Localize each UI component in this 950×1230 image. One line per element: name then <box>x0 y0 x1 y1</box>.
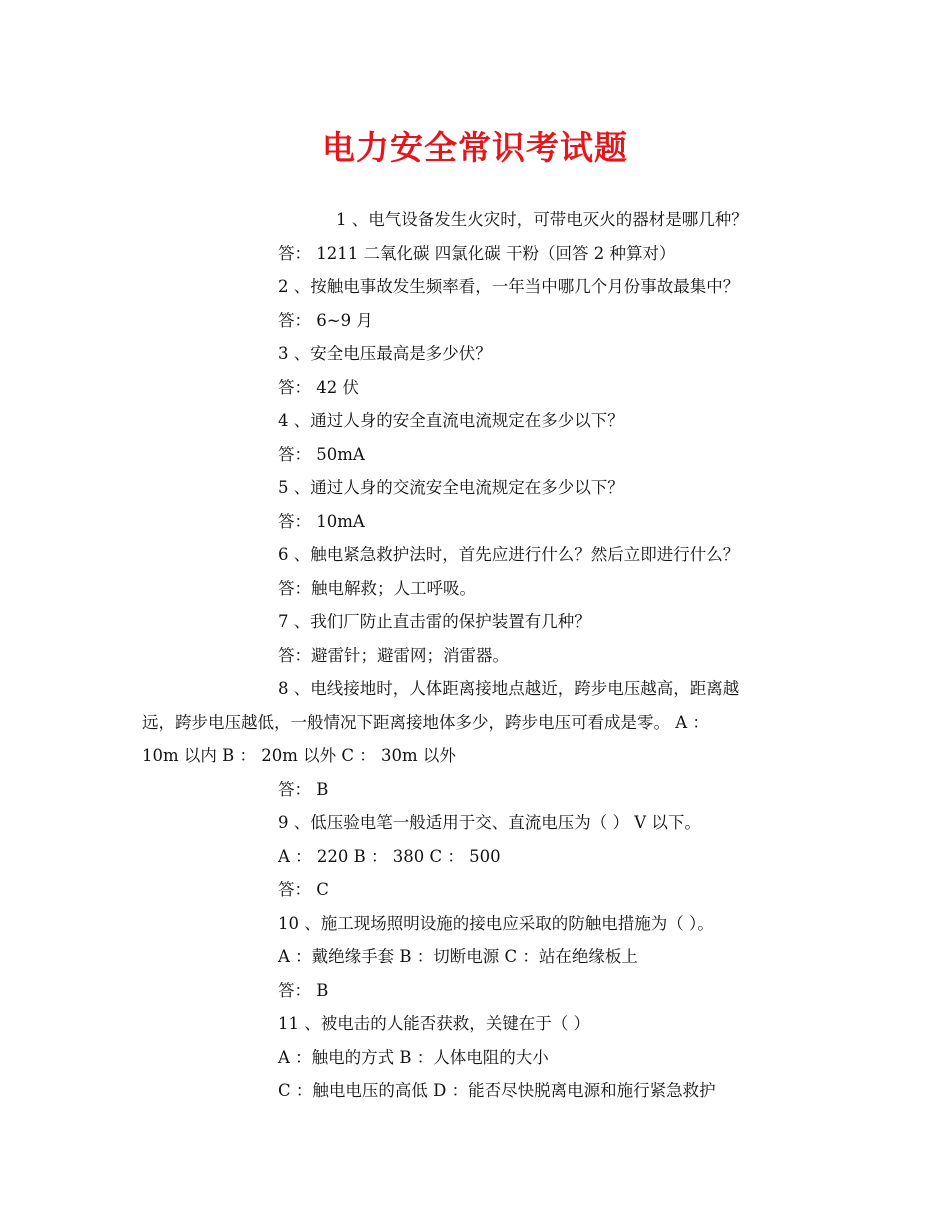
answer-9: 答： C <box>278 880 329 899</box>
answer-8: 答： B <box>278 779 329 799</box>
question-5: 5 、通过人身的交流安全电流规定在多少以下？ <box>278 478 624 497</box>
question-2: 2 、按触电事故发生频率看，一年当中哪几个月份事故最集中？ <box>278 277 740 296</box>
question-7: 7 、我们厂防止直击雷的保护装置有几种？ <box>278 612 591 631</box>
question-9-options: A ： 220 B ： 380 C ： 500 <box>278 846 501 866</box>
question-11-options-cd: C ：触电电压的高低 D ：能否尽快脱离电源和施行紧急救护 <box>278 1081 716 1100</box>
question-8-line-1: 8 、电线接地时，人体距离接地点越近，跨步电压越高，距离越 <box>278 679 740 698</box>
question-3: 3 、安全电压最高是多少伏？ <box>278 344 492 363</box>
answer-7: 答：避雷针；避雷网；消雷器。 <box>278 645 509 665</box>
answer-5: 答： 10mA <box>278 511 365 531</box>
answer-6: 答：触电解救；人工呼吸。 <box>278 578 476 598</box>
question-4: 4 、通过人身的安全直流电流规定在多少以下？ <box>278 411 624 430</box>
question-8-line-2: 远，跨步电压越低，一般情况下距离接地体多少，跨步电压可看成是零。 A ： <box>142 712 709 732</box>
answer-3: 答： 42 伏 <box>278 377 359 397</box>
question-1: 1 、电气设备发生火灾时，可带电灭火的器材是哪几种？ <box>336 210 748 229</box>
answer-10: 答： B <box>278 980 329 1000</box>
question-10-options: A ：戴绝缘手套 B ：切断电源 C ：站在绝缘板上 <box>278 947 638 966</box>
document-title: 电力安全常识考试题 <box>322 128 628 167</box>
question-8-options: 10m 以内 B ： 20m 以外 C ： 30m 以外 <box>142 746 456 765</box>
question-11-options-ab: A ：触电的方式 B ：人体电阻的大小 <box>278 1047 549 1067</box>
question-list <box>0 203 950 1108</box>
question-6: 6 、触电紧急救护法时，首先应进行什么？然后立即进行什么？ <box>278 545 740 564</box>
question-11: 11 、被电击的人能否获救，关键在于（ ） <box>278 1014 590 1033</box>
answer-4: 答： 50mA <box>278 444 365 464</box>
question-9: 9 、低压验电笔一般适用于交、直流电压为（ ） V 以下。 <box>278 813 701 832</box>
answer-2: 答： 6~9 月 <box>278 310 373 330</box>
question-10: 10 、施工现场照明设施的接电应采取的防触电措施为（ ）。 <box>278 913 714 933</box>
answer-1: 答： 1211 二氧化碳 四氯化碳 干粉（回答 2 种算对） <box>278 243 676 263</box>
